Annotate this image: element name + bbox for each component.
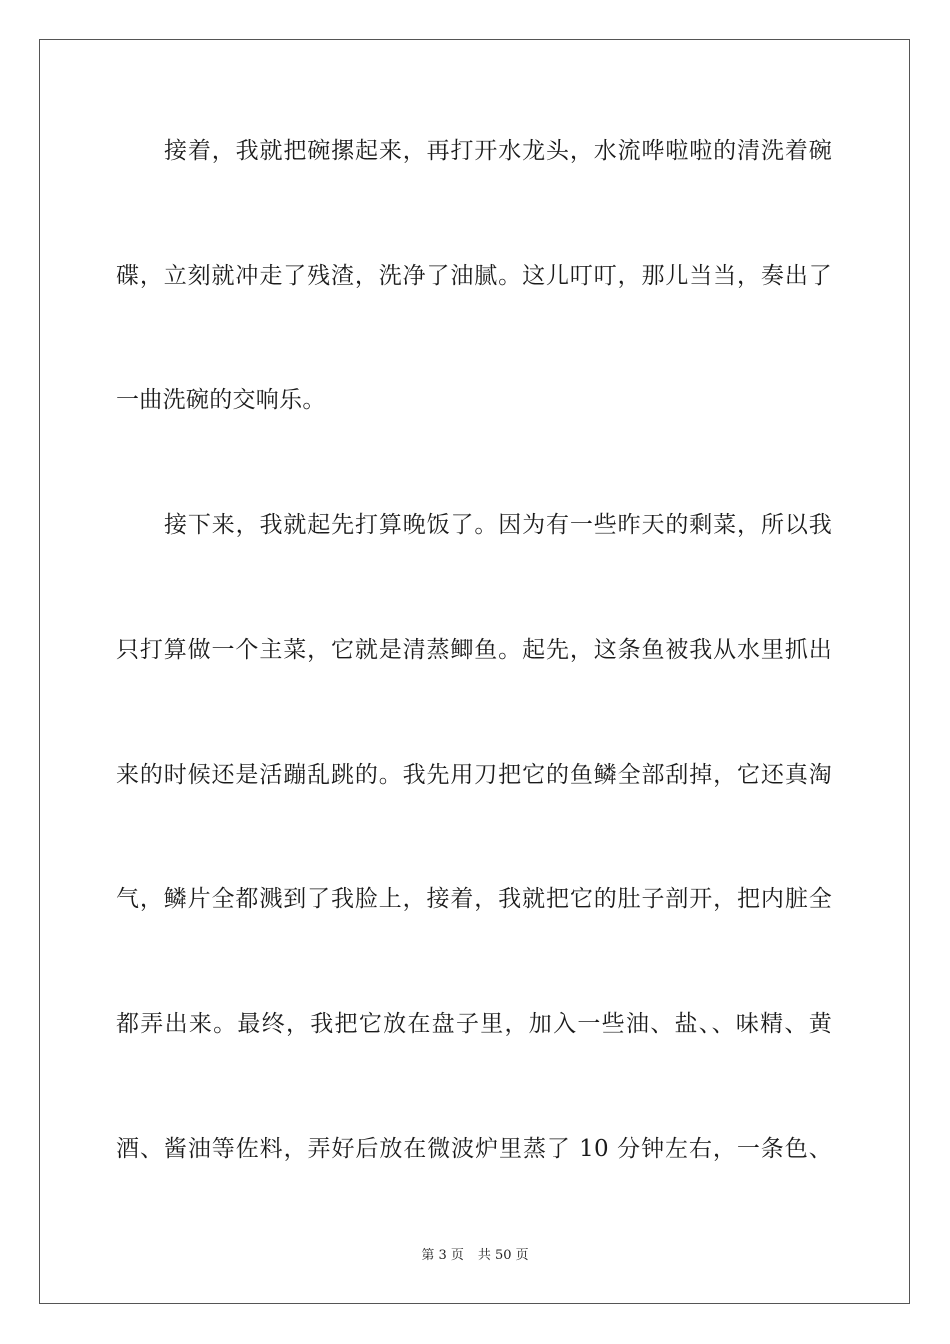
page-border [39, 39, 910, 1304]
page-total: 共 50 页 [477, 1248, 529, 1263]
paragraph-2-line-1: 接下来，我就起先打算晚饭了。因为有一些昨天的剩菜，所以我 [164, 512, 832, 538]
paragraph-1-line-3: 一曲洗碗的交响乐。 [116, 387, 326, 413]
page-number: 第 3 页 [421, 1248, 464, 1263]
paragraph-1-line-2: 碟，立刻就冲走了残渣，洗净了油腻。这儿叮叮，那儿当当，奏出了 [116, 263, 832, 289]
paragraph-2-line-4: 气，鳞片全都溅到了我脸上，接着，我就把它的肚子剖开，把内脏全 [116, 886, 832, 912]
paragraph-2-line-3: 来的时候还是活蹦乱跳的。我先用刀把它的鱼鳞全部刮掉，它还真淘 [116, 762, 832, 788]
paragraph-2-line-2: 只打算做一个主菜，它就是清蒸鲫鱼。起先，这条鱼被我从水里抓出 [116, 637, 832, 663]
page-footer [0, 1248, 950, 1264]
paragraph-2-line-5: 都弄出来。最终，我把它放在盘子里，加入一些油、盐、、味精、黄 [116, 1011, 832, 1037]
paragraph-1-line-1: 接着，我就把碗摞起来，再打开水龙头，水流哗啦啦的清洗着碗 [164, 138, 832, 164]
paragraph-2-line-6: 酒、酱油等佐料，弄好后放在微波炉里蒸了 10 分钟左右，一条色、 [116, 1136, 832, 1162]
